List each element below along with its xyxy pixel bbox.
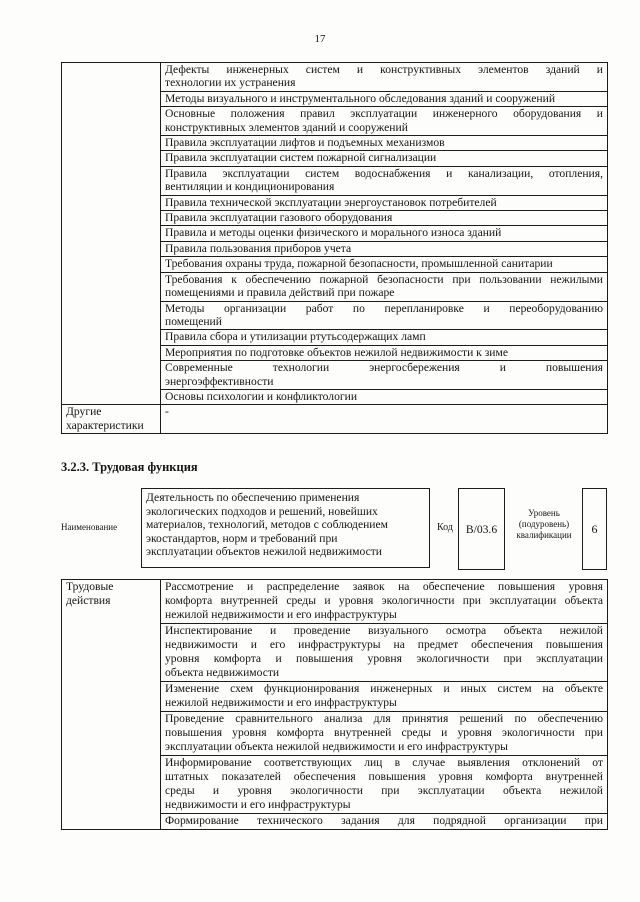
row-label bbox=[62, 226, 161, 241]
knowledge-row bbox=[62, 257, 608, 272]
row-label bbox=[62, 345, 161, 360]
row-label bbox=[62, 257, 161, 272]
text-line: Требования охраны труда, пожарной безопасности, промышленной санитарии bbox=[165, 257, 553, 271]
text-line: Рассмотрение и распределение заявок на обеспечение повышения уровня bbox=[165, 580, 603, 593]
text-line: штатных показателей обеспечения повышения уровня комфорта внутренней bbox=[165, 770, 603, 783]
function-code: B/03.6 bbox=[458, 488, 505, 570]
level-label: Уровень (подуровень) квалификации bbox=[516, 508, 572, 540]
labor-action bbox=[161, 756, 608, 814]
knowledge-item bbox=[161, 166, 608, 195]
knowledge-row bbox=[62, 272, 608, 301]
knowledge-item bbox=[161, 91, 608, 106]
text-line: эксплуатации объекта нежилой недвижимости и его инфраструктуры bbox=[165, 740, 508, 753]
row-label bbox=[62, 211, 161, 226]
text-line: Информирование соответствующих лиц в случае выявления отклонений от bbox=[165, 756, 603, 769]
text-line: Правила технической эксплуатации энергоустановок потребителей bbox=[165, 195, 497, 209]
text-line: - bbox=[165, 405, 169, 419]
labor-action bbox=[161, 682, 608, 712]
text-line: повышения уровня комфорта внутренней среды и уровня экологичности при bbox=[165, 726, 603, 739]
text-line: технологии их устранения bbox=[165, 76, 296, 90]
text-line: Основные положения правил эксплуатации инженерного оборудования и bbox=[165, 107, 603, 121]
text-line: нежилой недвижимости и его инфраструктуры bbox=[165, 608, 397, 621]
knowledge-item bbox=[161, 211, 608, 226]
knowledge-row bbox=[62, 166, 608, 195]
text-line: Проведение сравнительного анализа для принятия решений по обеспечению bbox=[165, 712, 603, 725]
row-label bbox=[62, 136, 161, 151]
text-line: Правила пользования приборов учета bbox=[165, 241, 352, 255]
section-title: 3.2.3. Трудовая функция bbox=[61, 460, 198, 474]
text-line: Правила сбора и утилизации ртутьсодержащих ламп bbox=[165, 330, 426, 344]
knowledge-item bbox=[161, 301, 608, 330]
knowledge-row bbox=[62, 389, 608, 404]
text-line: Инспектирование и проведение визуального осмотра объекта нежилой bbox=[165, 624, 603, 637]
text-line: конструктивных элементов зданий и сооружений bbox=[165, 120, 408, 134]
knowledge-item bbox=[161, 241, 608, 256]
knowledge-row bbox=[62, 226, 608, 241]
knowledge-row bbox=[62, 405, 608, 434]
labor-action bbox=[161, 814, 608, 830]
row-label: Другие характеристики bbox=[62, 405, 161, 434]
knowledge-row bbox=[62, 136, 608, 151]
row-label bbox=[62, 91, 161, 106]
knowledge-row bbox=[62, 195, 608, 210]
text-line: уровня комфорта и повышения уровня экологичности при эксплуатации bbox=[165, 652, 603, 665]
row-label bbox=[62, 151, 161, 166]
row-label bbox=[62, 241, 161, 256]
text-line: объекта недвижимости bbox=[165, 666, 280, 679]
knowledge-row bbox=[62, 301, 608, 330]
text-line: Формирование технического задания для подрядной организации при bbox=[165, 814, 603, 827]
text-line: среды и уровня экологичности при эксплуатации объекта нежилой bbox=[165, 784, 603, 797]
page-number: 17 bbox=[314, 33, 326, 45]
text-line: вентиляции и кондиционирования bbox=[165, 180, 335, 194]
text-line: Правила эксплуатации лифтов и подъемных механизмов bbox=[165, 136, 445, 150]
knowledge-item bbox=[161, 195, 608, 210]
text-line: Правила эксплуатации систем пожарной сигнализации bbox=[165, 151, 437, 165]
knowledge-row bbox=[62, 107, 608, 136]
text-line: помещений bbox=[165, 314, 222, 328]
text-line: нежилой недвижимости и его инфраструктуры bbox=[165, 696, 397, 709]
knowledge-row bbox=[62, 63, 608, 92]
text-line: Мероприятия по подготовке объектов нежилой недвижимости к зиме bbox=[165, 345, 508, 359]
knowledge-item bbox=[161, 272, 608, 301]
labor-action bbox=[161, 712, 608, 756]
text-line: недвижимости и его инфраструктуры на предмет обеспечения повышения bbox=[165, 638, 603, 651]
text-line: энергоэффективности bbox=[165, 374, 274, 388]
knowledge-row bbox=[62, 241, 608, 256]
row-label bbox=[62, 272, 161, 301]
knowledge-item bbox=[161, 405, 608, 434]
row-label bbox=[62, 63, 161, 92]
knowledge-item bbox=[161, 345, 608, 360]
text-line: недвижимости и его инфраструктуры bbox=[165, 798, 351, 811]
action-row bbox=[62, 580, 608, 624]
text-line: Методы визуального и инструментального обследования зданий и сооружений bbox=[165, 91, 556, 105]
text-line: помещениями и правила действий при пожаре bbox=[165, 286, 395, 300]
text-line: Методы организации работ по перепланировке и переоборудованию bbox=[165, 301, 603, 315]
name-label: Наименование bbox=[61, 522, 118, 532]
knowledge-item bbox=[161, 361, 608, 390]
knowledge-item bbox=[161, 63, 608, 92]
row-label bbox=[62, 195, 161, 210]
labor-function-header bbox=[61, 488, 607, 572]
knowledge-row bbox=[62, 345, 608, 360]
knowledge-row bbox=[62, 330, 608, 345]
knowledge-item bbox=[161, 107, 608, 136]
text-line: Изменение схем функционирования инженерных и иных систем на объекте bbox=[165, 682, 603, 695]
labor-action bbox=[161, 580, 608, 624]
row-label bbox=[62, 330, 161, 345]
text-line: Требования к обеспечению пожарной безопасности при пользовании нежилыми bbox=[165, 272, 603, 286]
text-line: Правила эксплуатации систем водоснабжения и канализации, отопления, bbox=[165, 166, 603, 180]
text-line: Дефекты инженерных систем и конструктивных элементов зданий и bbox=[165, 63, 603, 76]
knowledge-item bbox=[161, 226, 608, 241]
qualification-level: 6 bbox=[582, 488, 607, 570]
row-label bbox=[62, 361, 161, 390]
function-name: Деятельность по обеспечению применения экологических подходов и решений, новейших материалов, технологий, методов с соблюдением экостандартов, норм и требований при эксплуатации объектов нежилой недвижимости bbox=[141, 488, 430, 568]
knowledge-item bbox=[161, 257, 608, 272]
actions-label: Трудовые действия bbox=[62, 580, 161, 830]
knowledge-item bbox=[161, 389, 608, 404]
knowledge-item bbox=[161, 330, 608, 345]
row-label bbox=[62, 166, 161, 195]
labor-actions-table bbox=[61, 579, 608, 830]
knowledge-row bbox=[62, 211, 608, 226]
knowledge-row bbox=[62, 91, 608, 106]
knowledge-item bbox=[161, 151, 608, 166]
text-line: комфорта внутренней среды и уровня экологичности при эксплуатации объекта bbox=[165, 594, 603, 607]
row-label bbox=[62, 301, 161, 330]
text-line: Правила и методы оценки физического и морального износа зданий bbox=[165, 226, 502, 240]
text-line: Основы психологии и конфликтологии bbox=[165, 389, 358, 403]
labor-action bbox=[161, 624, 608, 682]
text-line: Современные технологии энергосбережения и повышения bbox=[165, 361, 603, 375]
row-label bbox=[62, 389, 161, 404]
text-line: Правила эксплуатации газового оборудования bbox=[165, 211, 393, 225]
row-label bbox=[62, 107, 161, 136]
knowledge-table bbox=[61, 62, 608, 434]
code-label: Код bbox=[437, 522, 453, 533]
knowledge-item bbox=[161, 136, 608, 151]
knowledge-row bbox=[62, 151, 608, 166]
knowledge-row bbox=[62, 361, 608, 390]
